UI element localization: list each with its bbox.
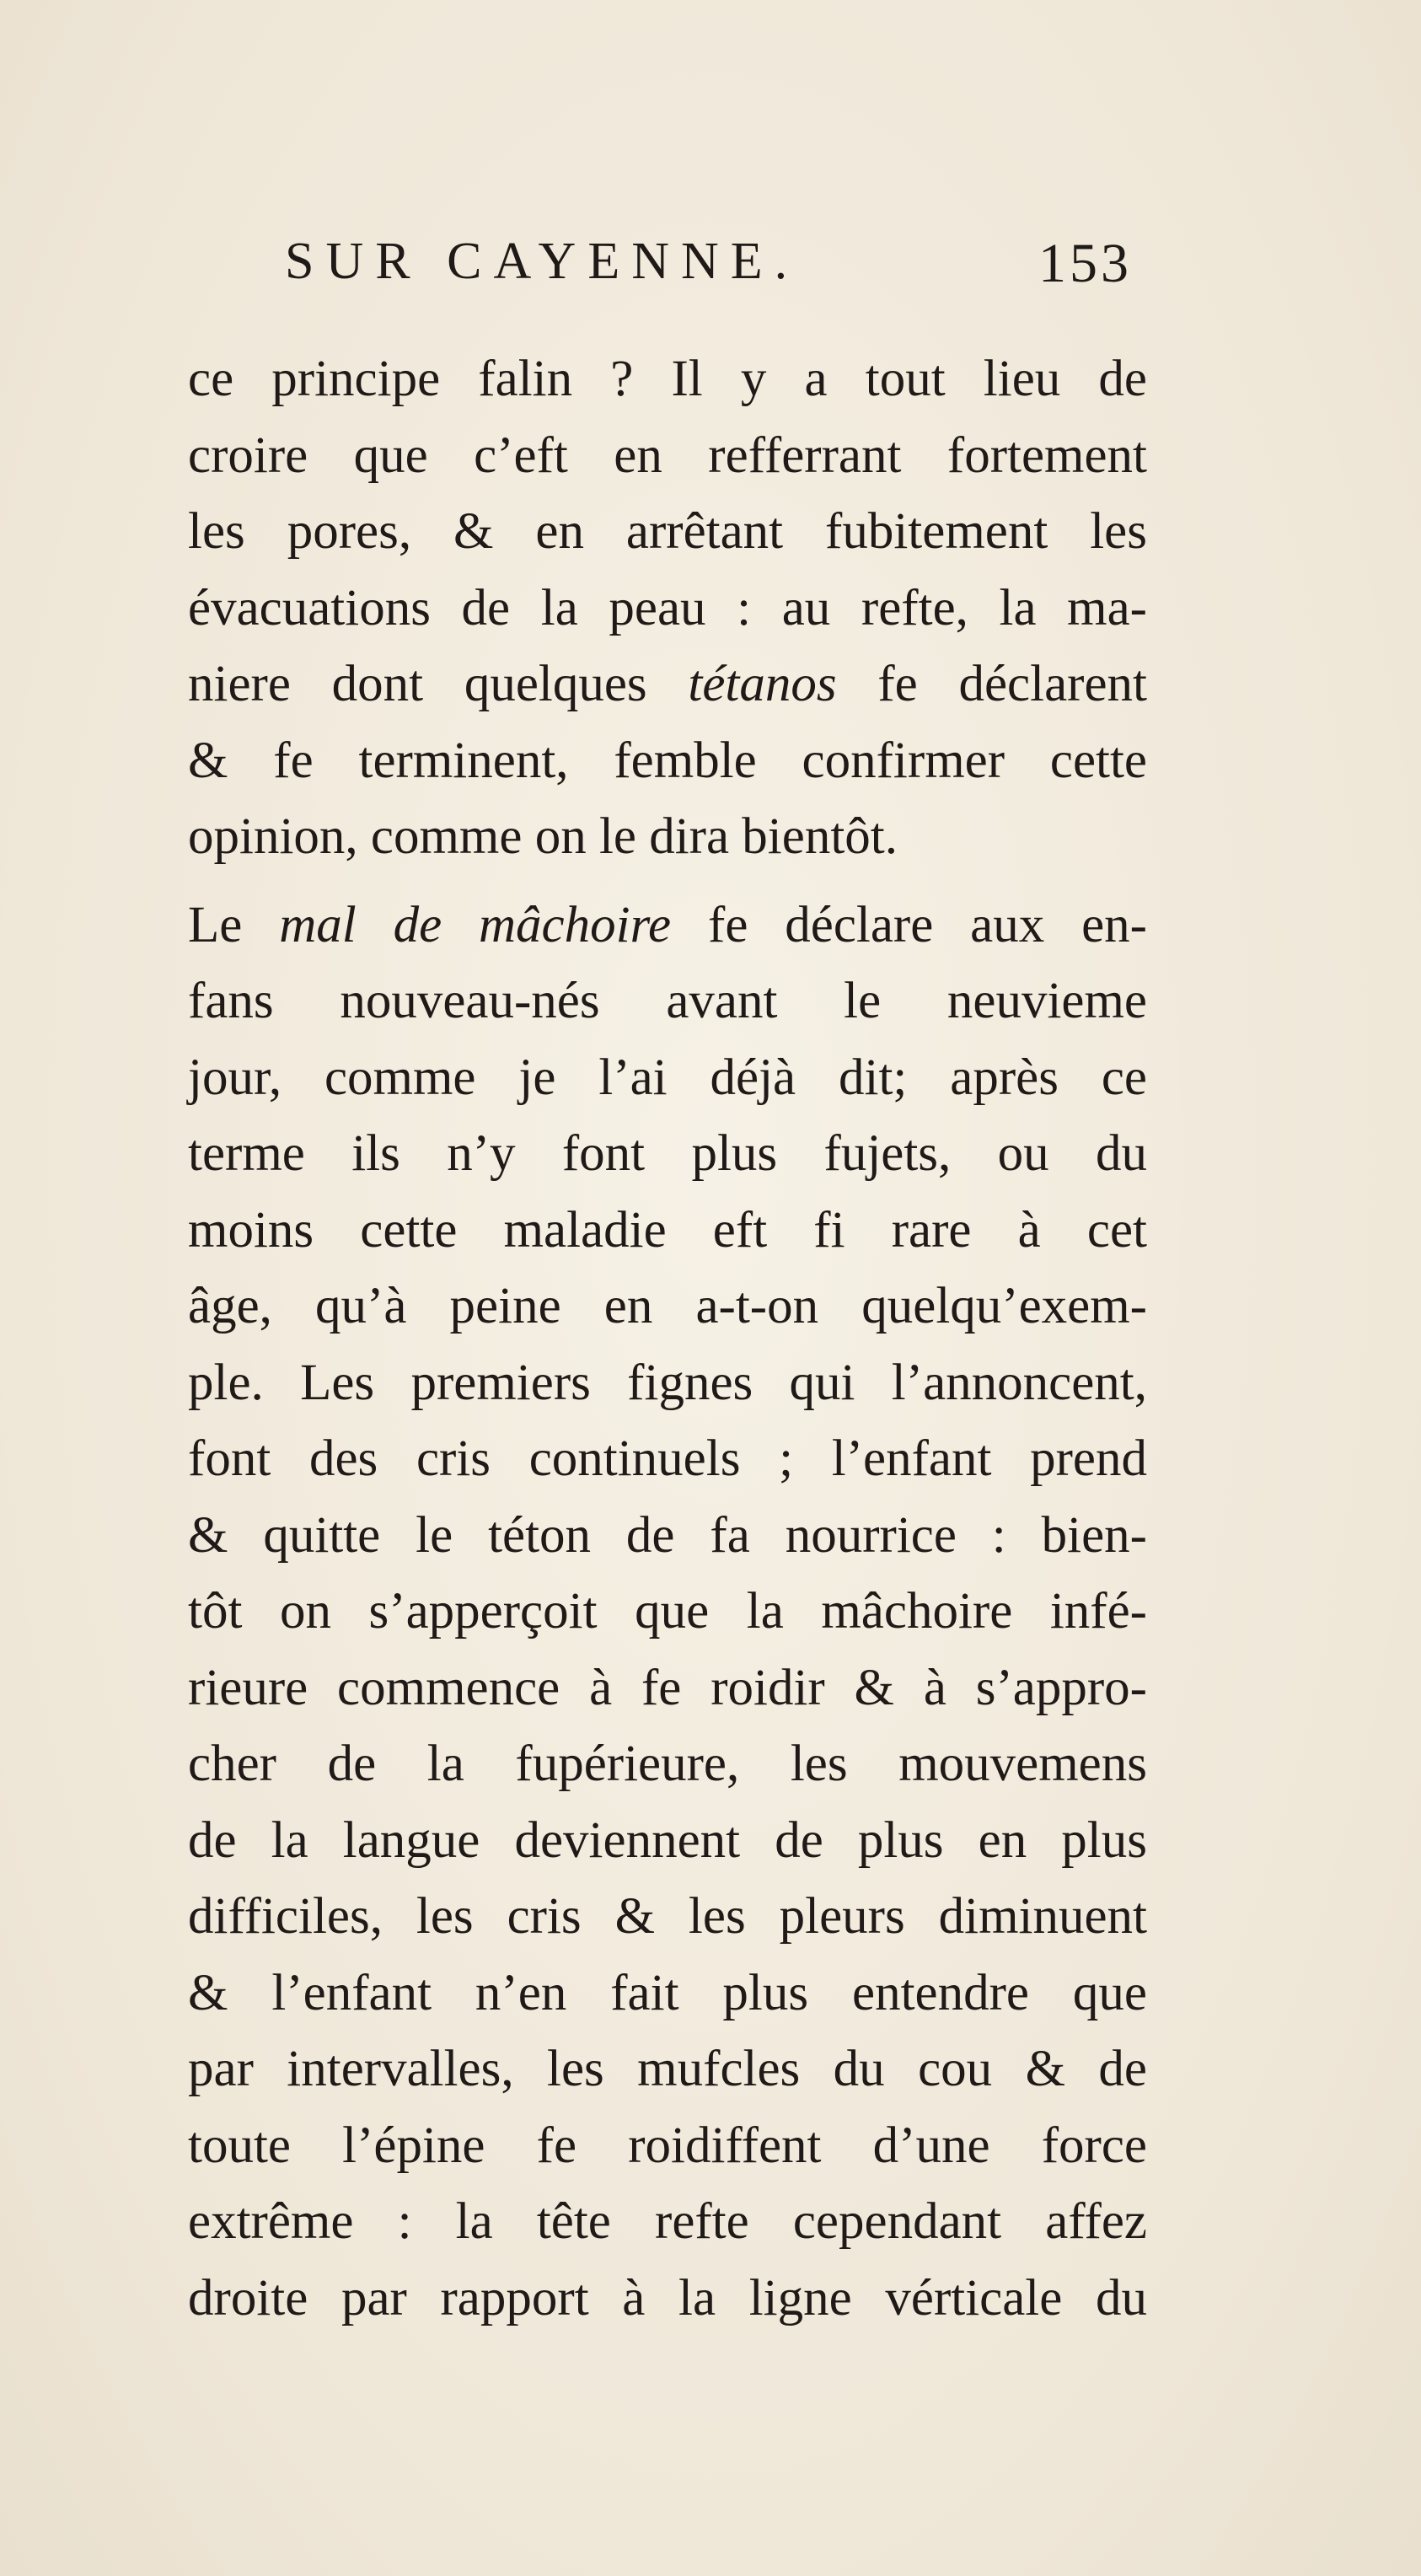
text-line: difficiles, les cris & les pleurs diminuent [188,1888,1147,1945]
italic-term: tétanos [688,656,837,712]
text-line: & l’enfant n’en fait plus entendre que [188,1964,1147,2021]
text-line: font des cris continuels ; l’enfant prend [188,1430,1147,1487]
text-line: ce principe falin ? Il y a tout lieu de [188,351,1147,407]
running-head [281,223,1132,308]
text-line-with-italic [188,647,1147,723]
running-title: SUR CAYENNE. [285,233,800,290]
text-span: fe déclare aux en- [671,896,1147,953]
text-line: âge, qu’à peine en a-t-on quelqu’exem- [188,1278,1147,1334]
page-number: 153 [1038,233,1132,294]
body-text [188,341,1147,2337]
text-line: opinion, comme on le dira bientôt. [188,808,898,865]
text-line: & fe terminent, femble confirmer cette [188,732,1147,789]
text-span: niere dont quelques [188,656,689,712]
text-line: terme ils n’y font plus fujets, ou du [188,1125,1147,1182]
text-line: les pores, & en arrêtant fubitement les [188,503,1147,560]
text-span: Le [188,896,280,953]
paragraph-gap [188,876,1147,888]
text-line: extrême : la tête refte cependant affez [188,2193,1147,2250]
text-line-with-italic [188,888,1147,964]
text-line: croire que c’eft en refferrant fortement [188,427,1147,484]
text-line: moins cette maladie eft fi rare à cet [188,1201,1147,1258]
text-line: de la langue deviennent de plus en plus [188,1811,1147,1869]
text-line: évacuations de la peau : au refte, la ma- [188,579,1147,636]
text-line: cher de la fupérieure, les mouvemens [188,1736,1147,1792]
text-line: jour, comme je l’ai déjà dit; après ce [188,1049,1147,1106]
text-line: tôt on s’apperçoit que la mâchoire infé- [188,1583,1147,1640]
text-line: par intervalles, les mufcles du cou & de [188,2041,1147,2097]
text-line: fans nouveau-nés avant le neuvieme [188,973,1147,1029]
italic-term: mal de mâchoire [279,896,672,953]
text-line: rieure commence à fe roidir & à s’appro- [188,1659,1147,1716]
text-line: droite par rapport à la ligne vérticale du [188,2269,1147,2326]
text-line: & quitte le téton de fa nourrice : bien- [188,1506,1147,1564]
text-line: ple. Les premiers fignes qui l’annoncent, [188,1354,1147,1411]
text-span: fe déclarent [836,656,1147,712]
text-line: toute l’épine fe roidiffent d’une force [188,2117,1147,2174]
